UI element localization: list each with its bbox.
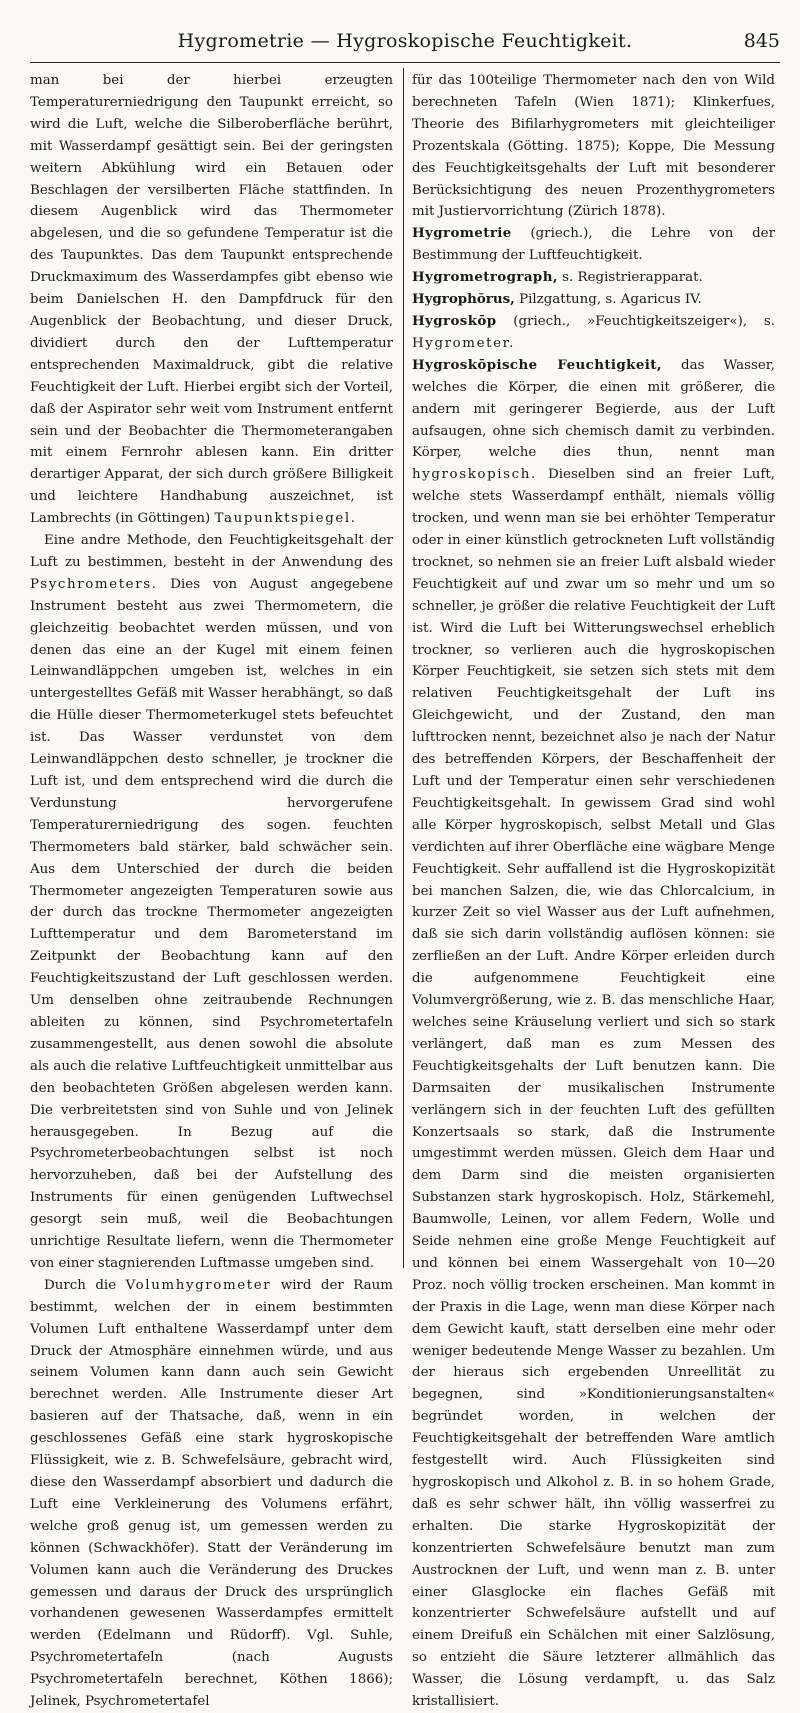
entry-headword: Hygrometrie: [412, 225, 512, 242]
entry-text: das Wasser, welches die Körper, die einen mit größerer, die andern mit geringerer Begierde, aus der Luft aufsaugen, ohne sich chemisch damit zu verbinden. Körper, welche dies thun, nennt man: [412, 357, 775, 461]
paragraph: [30, 1275, 393, 1713]
column-divider: [403, 68, 404, 1268]
paragraph-text: Dies von August angegebene Instrument besteht aus zwei Thermometern, die gleichzeitig beobachtet werden müssen, und von denen das eine an der Kugel mit einem feinen Leinwandläppchen umgeben ist, welches in ein untergestelltes Gefäß mit Wasser herabhängt, so daß die Hülle dieser Thermometerkugel stets befeuchtet ist. Das Wasser verdunstet von dem Leinwandläppchen desto schneller, je trockner die Luft ist, und dem entsprechend wird die durch die Verdunstung hervorgerufene Temperaturerniedrigung des sogen. feuchten Thermometers bald stärker, bald schwächer sein. Aus dem Unterschied der durch die beiden Thermometer angezeigten Temperaturen sowie aus der durch das trockne Thermometer angezeigten Lufttemperatur und dem Barometerstand im Zeitpunkt der Beobachtung kann auf den Feuchtigkeitszustand der Luft geschlossen werden. Um denselben ohne zeitraubende Rechnungen ableiten zu können, sind Psychrometertafeln zusammengestellt, aus denen sowohl die absolute als auch die relative Luftfeuchtigkeit unmittelbar aus den beobachteten Größen abgelesen werden kann. Die verbreitetsten sind von Suhle und von Jelinek herausgegeben. In Bezug auf die Psychrometerbeobachtungen selbst ist noch hervorzuheben, daß bei der Aufstellung des Instruments für einen genügenden Luftwechsel gesorgt sein muß, weil die Beobachtungen unrichtige Resultate liefern, wenn die Thermometer von einer stagnierenden Luftmasse umgeben sind.: [30, 576, 393, 1271]
entry-headword: Hygroskōpische Feuchtigkeit,: [412, 356, 662, 373]
page-number: 845: [743, 30, 780, 52]
dictionary-entry: [412, 223, 775, 267]
paragraph: [30, 530, 393, 1275]
left-column: [30, 70, 393, 1710]
page-header: [30, 28, 780, 63]
entry-headword: Hygroskōp: [412, 312, 497, 329]
paragraph-text: Eine andre Methode, den Feuchtigkeitsgehalt der Luft zu bestimmen, besteht in der Anwendung des: [30, 533, 393, 570]
paragraph-text: für das 100teilige Thermometer nach den von Wild berechneten Tafeln (Wien 1871); Klinkerfues, Theorie des Bifilarhygrometers mit gleichteiliger Prozentskala (Götting. 1875); Koppe, Die Messung des Feuchtigkeitsgehalts der Luft mit besonderer Berücksichtigung des neuen Prozenthygrometers mit Justiervorrichtung (Zürich 1878).: [412, 73, 775, 220]
emphasized-term: Psychrometers.: [30, 576, 158, 592]
paragraph: [412, 70, 775, 223]
emphasized-term: Volumhygrometer: [125, 1277, 272, 1293]
emphasized-term: Hygrometer.: [412, 335, 515, 351]
entry-headword: Hygrometrograph,: [412, 269, 558, 286]
dictionary-entry: [412, 289, 775, 311]
emphasized-term: hygroskopisch.: [412, 467, 537, 483]
entry-headword: Hygrophŏrus,: [412, 291, 515, 308]
right-column: [412, 70, 775, 1710]
running-title: Hygrometrie — Hygroskopische Feuchtigkeit.: [177, 30, 633, 52]
dictionary-entry: [412, 355, 775, 1713]
entry-text: s. Registrierapparat.: [557, 270, 703, 286]
dictionary-entry: [412, 267, 775, 289]
emphasized-term: Taupunktspiegel.: [214, 511, 357, 527]
entry-text: Pilzgattung, s. Agaricus IV.: [514, 292, 702, 308]
paragraph: [30, 70, 393, 530]
entry-text: (griech.), die Lehre von der Bestimmung der Luftfeuchtigkeit.: [412, 226, 775, 264]
entry-text: Dieselben sind an freier Luft, welche stets Wasserdampf enthält, niemals völlig trocken, und wenn man sie bei erhöhter Temperatur oder in einer künstlich getrockneten Luft vollständig trocknet, so nehmen sie an freier Luft alsbald wieder Feuchtigkeit auf und zwar um so mehr und um so schneller, je größer die relative Feuchtigkeit der Luft ist. Wird die Luft bei Witterungswechsel erheblich trockner, so verlieren auch die hygroskopischen Körper Feuchtigkeit, sie setzen sich stets mit dem relativen Feuchtigkeitsgehalt der Luft ins Gleichgewicht, und der Zustand, den man lufttrocken nennt, bezeichnet also je nach der Natur des betreffenden Körpers, der Beschaffenheit der Luft und der Temperatur einen sehr verschiedenen Feuchtigkeitsgehalt. In gewissem Grad sind wohl alle Körper hygroskopisch, selbst Metall und Glas verdichten auf ihrer Oberfläche eine wägbare Menge Feuchtigkeit. Sehr auffallend ist die Hygroskopizität bei manchen Salzen, die, wie das Chlorcalcium, in kurzer Zeit so viel Wasser aus der Luft aufnehmen, daß sie sich darin vollständig auflösen können: sie zerfließen an der Luft. Andre Körper erleiden durch die aufgenommene Feuchtigkeit eine Volumvergrößerung, wie z. B. das menschliche Haar, welches seine Kräuselung verliert und sich so stark verlängert, daß man es zum Messen des Feuchtigkeitsgehalts der Luft benutzen kann. Die Darmsaiten der musikalischen Instrumente verlängern sich in der feuchten Luft des gefüllten Konzertsaals so stark, daß die Instrumente umgestimmt werden müssen. Gleich dem Haar und dem Darm sind die meisten organisierten Substanzen stark hygroskopisch. Holz, Stärkemehl, Baumwolle, Leinen, vor allem Federn, Wolle und Seide nehmen eine große Menge Feuchtigkeit auf und können bei einem Wassergehalt von 10—20 Proz. noch völlig trocken erscheinen. Man kommt in der Praxis in die Lage, wenn man diese Körper nach dem Gewicht kauft, statt derselben eine mehr oder weniger bedeutende Menge Wasser zu bezahlen. Um der hieraus sich ergebenden Unreellität zu begegnen, sind »Konditionierungsanstalten« begründet worden, in welchen der Feuchtigkeitsgehalt der betreffenden Ware amtlich festgestellt wird. Auch Flüssigkeiten sind hygroskopisch und Alkohol z. B. in so hohem Grade, daß es sehr schwer hält, ihn völlig wasserfrei zu erhalten. Die starke Hygroskopizität der konzentrierten Schwefelsäure benutzt man zum Austrocknen der Luft, und wenn man z. B. unter einer Glasglocke ein flaches Gefäß mit konzentrierter Schwefelsäure aufstellt und auf einem Dreifuß ein Schälchen mit einer Salzlösung, so entzieht die Säure letzterer allmählich das Wasser, die Lösung verdampft, u. das Salz kristallisiert.: [412, 467, 775, 1710]
dictionary-entry: [412, 311, 775, 355]
paragraph-text: man bei der hierbei erzeugten Temperaturerniedrigung den Taupunkt erreicht, so wird die Luft, welche die Silberoberfläche berührt, mit Wasserdampf gesättigt sein. Bei der geringsten weitern Abkühlung wird ein Betauen oder Beschlagen der versilberten Fläche stattfinden. In diesem Augenblick wird das Thermometer abgelesen, und die so gefundene Temperatur ist die des Taupunktes. Das dem Taupunkt entsprechende Druckmaximum des Wasserdampfes gibt ebenso wie beim Danielschen H. den Dampfdruck für den Augenblick der Beobachtung, und dieser Druck, dividiert durch den der Lufttemperatur entsprechenden Maximaldruck, gibt die relative Feuchtigkeit der Luft. Hierbei ergibt sich der Vorteil, daß der Aspirator sehr weit vom Instrument entfernt sein und der Beobachter die Thermometerangaben mit einem Fernrohr ablesen kann. Ein dritter derartiger Apparat, der sich durch größere Billigkeit und leichtere Handhabung auszeichnet, ist Lambrechts (in Göttingen): [30, 73, 393, 527]
paragraph-text: Durch die: [44, 1277, 126, 1293]
paragraph-text: wird der Raum bestimmt, welchen der in einem bestimmten Volumen Luft enthaltene Wasserdampf unter dem Druck der Atmosphäre einnehmen würde, und aus seinem Volumen kann dann auch sein Gewicht berechnet werden. Alle Instrumente dieser Art basieren auf der Thatsache, daß, wenn in ein geschlossenes Gefäß eine stark hygroskopische Flüssigkeit, wie z. B. Schwefelsäure, gebracht wird, diese den Wasserdampf absorbiert und dadurch die Luft eine Verkleinerung des Volumens erfährt, welche groß genug ist, um gemessen werden zu können (Schwackhöfer). Statt der Veränderung im Volumen kann auch die Veränderung des Druckes gemessen und daraus der Druck des ursprünglich vorhandenen gewesenen Wasserdampfes ermittelt werden (Edelmann und Rüdorff). Vgl. Suhle, Psychrometertafeln (nach Augusts Psychrometertafeln berechnet, Köthen 1866); Jelinek, Psychrometertafel: [30, 1277, 393, 1710]
entry-text: (griech., »Feuchtigkeitszeiger«), s.: [496, 313, 775, 329]
